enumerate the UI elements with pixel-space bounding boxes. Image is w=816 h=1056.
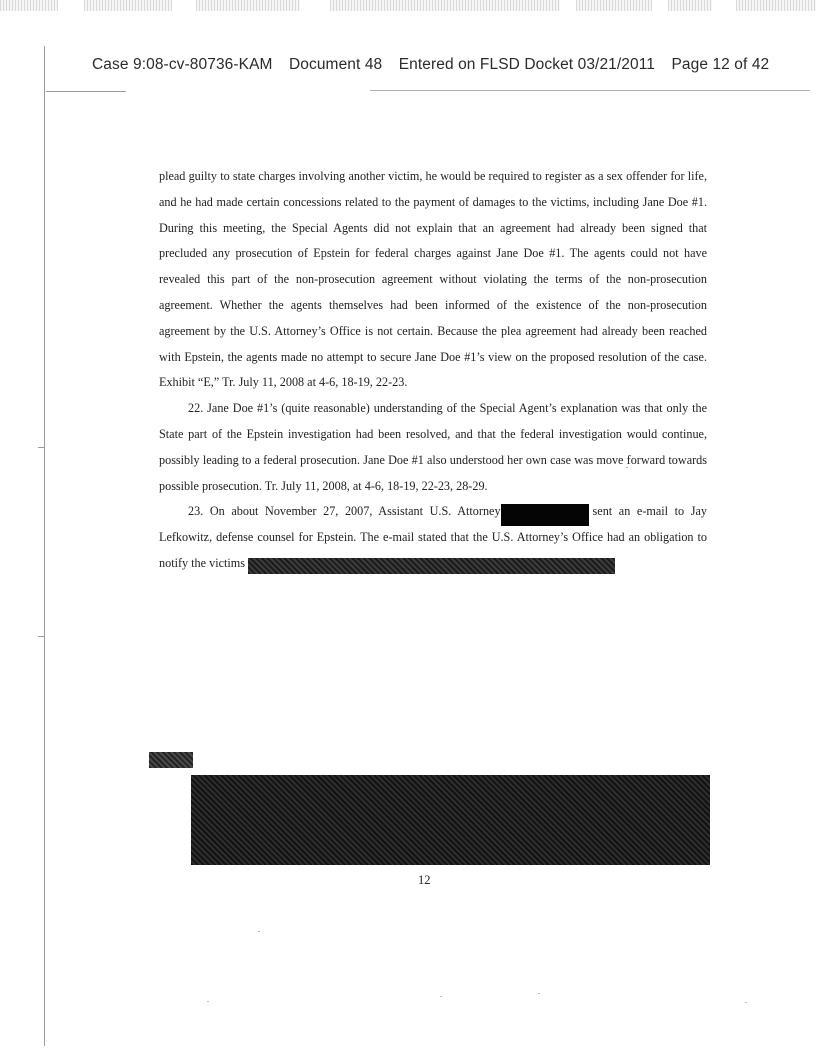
scan-artifact-strip (0, 0, 816, 14)
paragraph-22: 22. Jane Doe #1’s (quite reasonable) understanding of the Special Agent’s explanation was that only the State part of the Epstein investigation had been resolved, and that the federal investigation would continue, possibly leading to a federal prosecution. Jane Doe #1 also understood her own case was move forward towards possible prosecution. Tr. July 11, 2008, at 4-6, 18-19, 22-23, 28-29. (159, 401, 707, 493)
scan-speck (207, 1001, 209, 1002)
page-number: 12 (418, 873, 431, 887)
margin-rule (44, 46, 45, 1046)
margin-tick (38, 447, 44, 448)
docket-header (92, 56, 792, 74)
docket-entry: Entered on FLSD Docket 03/21/2011 (398, 56, 656, 73)
scan-speck (745, 1002, 747, 1003)
page-count: Page 12 of 42 (671, 56, 770, 73)
redaction-block (191, 775, 710, 865)
header-rule (46, 91, 126, 92)
header-rule (370, 90, 810, 91)
paragraph-23-start: 23. On about November 27, 2007, Assistant U.S. Attorney (188, 504, 501, 519)
redaction-inline (248, 558, 615, 574)
scan-speck (258, 931, 260, 932)
case-number: Case 9:08-cv-80736-KAM (92, 56, 273, 73)
scan-speck (538, 993, 540, 994)
paragraph-23 (159, 499, 707, 576)
paragraph-continued: plead guilty to state charges involving another victim, he would be required to register as a sex offender for life, and he had made certain concessions related to the payment of damages to the victims, including Jane Doe #1. During this meeting, the Special Agents did not explain that an agreement had already been signed that precluded any prosecution of Epstein for federal charges against Jane Doe #1. The agents could not have revealed this part of the non-prosecution agreement without violating the terms of the non-prosecution agreement. Whether the agents themselves had been informed of the existence of the non-prosecution agreement by the U.S. Attorney’s Office is not certain. Because the plea agreement had already been reached with Epstein, the agents made no attempt to secure Jane Doe #1’s view on the proposed resolution of the case. Exhibit “E,” Tr. July 11, 2008 at 4-6, 18-19, 22-23. (159, 169, 707, 390)
redaction-small (149, 752, 193, 768)
body-text (159, 164, 707, 577)
paragraph-23-end: sent an e-mail to Jay Lefkowitz, defense counsel for Epstein. The e-mail stated that the U.S. Attorney’s Office had an obligation to notify the victims (159, 504, 707, 570)
redaction-name (501, 504, 589, 526)
margin-tick (38, 636, 44, 637)
document-number: Document 48 (288, 56, 383, 73)
scan-speck (626, 467, 628, 468)
scan-speck (440, 996, 442, 997)
